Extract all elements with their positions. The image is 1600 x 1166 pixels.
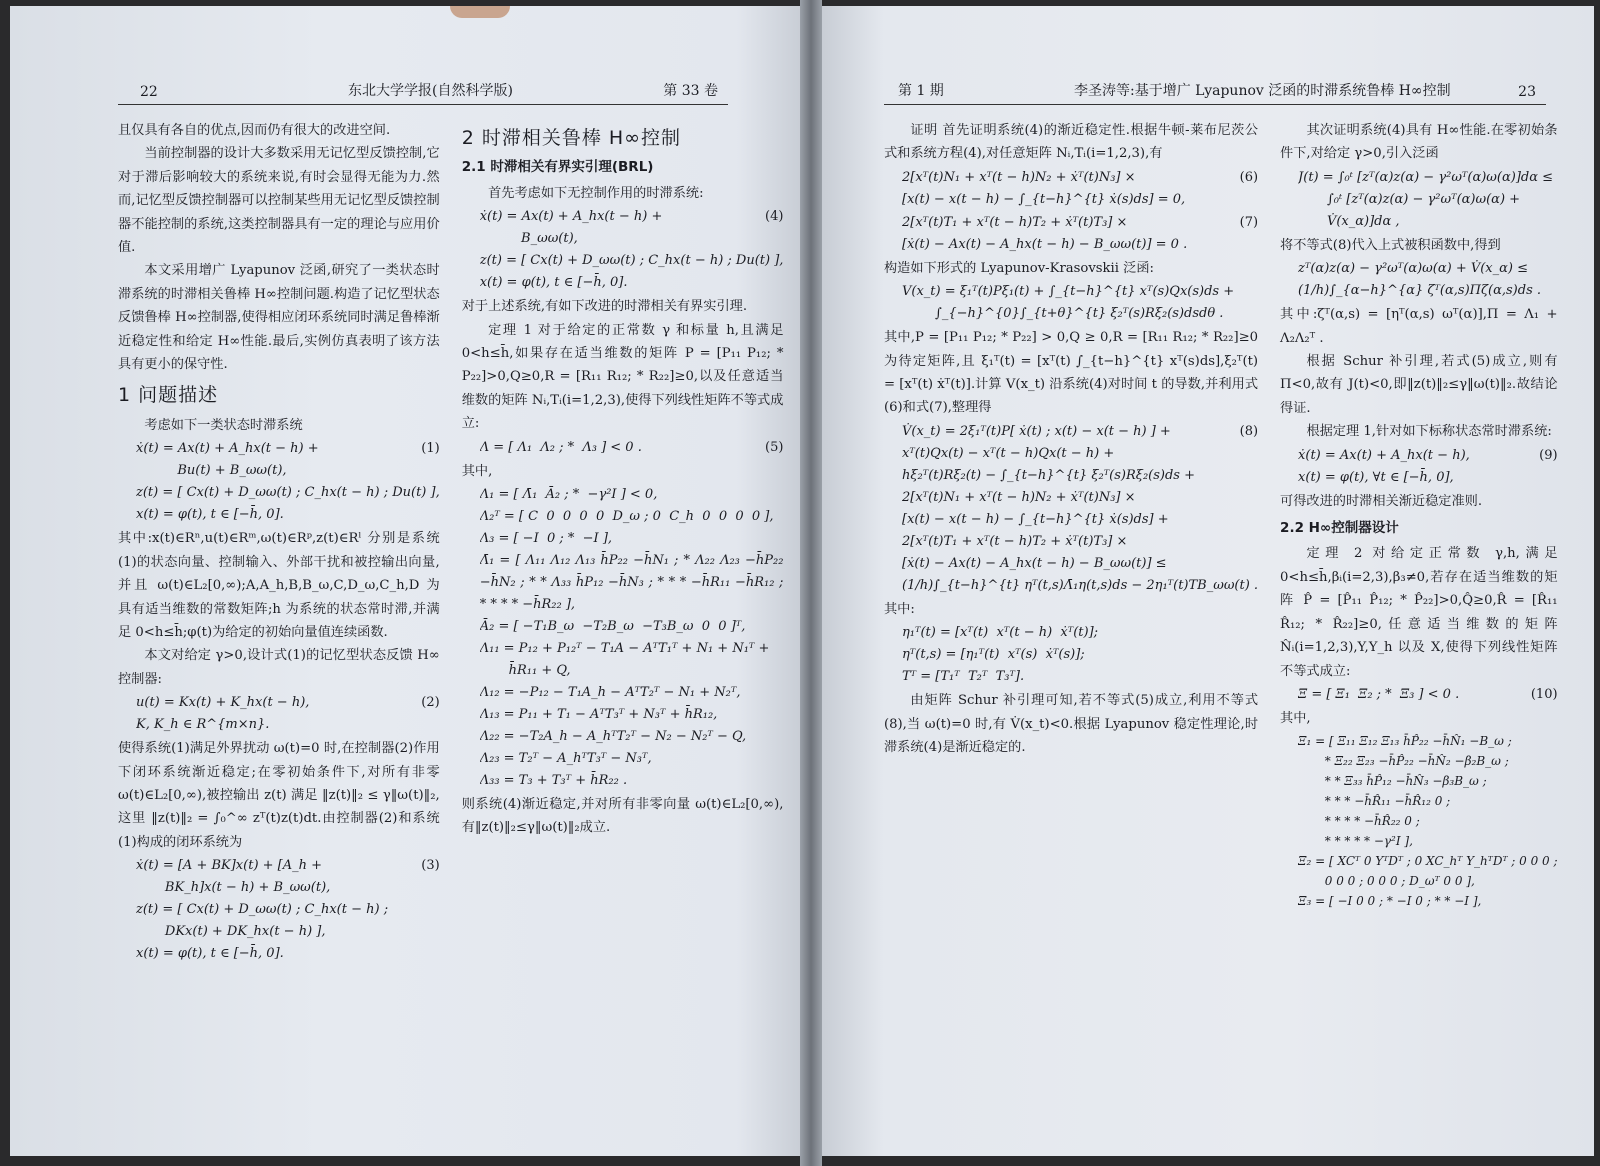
left-page xyxy=(10,6,800,1156)
paragraph: 其中,P = [P₁₁ P₁₂; * P₂₂] > 0,Q ≥ 0,R = [R₁₁ R₁₂; * R₂₂]≥0 为待定矩阵,且 ξ₁ᵀ(t) = [xᵀ(t) ∫_{t−h}^{t} xᵀ(s)ds],ξ₂ᵀ(t) = [xᵀ(t) ẋᵀ(t)].计算 V(x_t) 沿系统(4)对时间 t 的导数,并利用式(6)和式(7),整理得 xyxy=(884,330,1259,416)
subsection-heading: 2.2 H∞控制器设计 xyxy=(1280,520,1399,537)
equation-number: (8) xyxy=(1239,423,1259,439)
paragraph: 可得改进的时滞相关渐近稳定准则. xyxy=(1280,493,1483,509)
equation-line: Ξ₁ = [ Ξ₁₁ Ξ₁₂ Ξ₁₃ h̄P̂₂₂ −h̄N̂₁ −B_ω ; xyxy=(1298,734,1512,749)
book-gutter xyxy=(800,0,822,1166)
equation-block xyxy=(1298,258,1558,302)
equation-line: Λ₂₃ = T₂ᵀ − A_hᵀT₃ᵀ − N₃ᵀ, xyxy=(479,751,652,767)
equation-block xyxy=(480,484,784,792)
equation-3 xyxy=(136,855,440,965)
equation-10 xyxy=(1298,684,1558,706)
equation-line: hξ₂ᵀ(t)Rξ₂(t) − ∫_{t−h}^{t} ξ₂ᵀ(s)Rξ₂(s)ds + xyxy=(902,467,1195,483)
equation-line: * * * −h̄R̂₁₁ −h̄R̂₁₂ 0 ; xyxy=(1298,794,1451,809)
equation-line: x(t) = φ(t), ∀t ∈ [−h̄, 0], xyxy=(1298,469,1454,485)
equation-line: Ξ₃ = [ −I 0 0 ; * −I 0 ; * * −I ], xyxy=(1298,894,1482,909)
equation-line: * * * * * −γ²I ], xyxy=(1298,834,1413,849)
equation-line: Ξ = [ Ξ₁ Ξ₂ ; * Ξ₃ ] < 0 . xyxy=(1298,686,1460,702)
issue-label: 第 1 期 xyxy=(898,83,944,99)
right-page-header xyxy=(884,6,1546,105)
paragraph: 则系统(4)渐近稳定,并对所有非零向量 ω(t)∈L₂[0,∞),有‖z(t)‖₂≤γ‖ω(t)‖₂成立. xyxy=(461,797,784,836)
subsection-heading: 2.1 时滞相关有界实引理(BRL) xyxy=(461,159,654,176)
equation-line: B_ωω(t), xyxy=(479,231,578,247)
equation-line: BK_h]x(t − h) + B_ωω(t), xyxy=(136,880,331,896)
section-heading: 1 问题描述 xyxy=(118,384,219,407)
equation-line: Λ̄₁ = [ Λ₁₁ Λ₁₂ Λ₁₃ h̄P₂₂ −h̄N₁ ; * Λ₂₂ Λ₂₃ −h̄P₂₂ −h̄N₂ ; * * Λ₃₃ h̄P₁₂ −h̄N₃ ; * * * −h̄R₁₁ −h̄R₁₂ ; * * * * −h̄R₂₂ ], xyxy=(479,553,784,613)
equation-line: 2[xᵀ(t)N₁ + xᵀ(t − h)N₂ + ẋᵀ(t)N₃] × xyxy=(902,489,1136,505)
right-column-1 xyxy=(884,119,1258,912)
equation-line: * * Ξ₃₃ h̄P̂₁₂ −h̄N̂₃ −β₃B_ω ; xyxy=(1298,774,1487,789)
paragraph: 其次证明系统(4)具有 H∞性能.在零初始条件下,对给定 γ>0,引入泛函 xyxy=(1280,123,1558,162)
paragraph: 其中:x(t)∈Rⁿ,u(t)∈Rᵐ,ω(t)∈Rᵖ,z(t)∈Rˡ 分别是系统(1)的状态向量、控制输入、外部干扰和被控输出向量,并且 ω(t)∈L₂[0,∞);A,A_h,B,B_ω,C,D_ω,C_h,D 为具有适当维数的常数矩阵;h 为系统的状态常时滞,并满足 0<h≤h̄;φ(t)为给定的初始向量值连续函数. xyxy=(118,531,440,640)
equation-line: 2[xᵀ(t)N₁ + xᵀ(t − h)N₂ + ẋᵀ(t)N₃] × xyxy=(902,169,1136,185)
paragraph: 使得系统(1)满足外界扰动 ω(t)=0 时,在控制器(2)作用下闭环系统渐近稳定;在零初始条件下,对所有非零 ω(t)∈L₂[0,∞),被控输出 z(t) 满足 ‖z(t)‖₂ ≤ γ‖ω(t)‖₂,这里 ‖z(t)‖₂ = ∫₀^∞ zᵀ(t)z(t)dt.由控制器(2)和系统(1)构成的闭环系统为 xyxy=(118,741,440,850)
equation-line: zᵀ(α)z(α) − γ²ωᵀ(α)ω(α) + V̇(x_α) ≤ xyxy=(1298,261,1529,277)
equation-line: Ξ₂ = [ XCᵀ 0 YᵀDᵀ ; 0 XC_hᵀ Y_hᵀDᵀ ; 0 0 0 ; xyxy=(1298,854,1558,869)
paragraph: 对于上述系统,有如下改进的时滞相关有界实引理. xyxy=(461,299,748,315)
right-column-2 xyxy=(1280,119,1558,912)
equation-line: ẋ(t) = Ax(t) + A_hx(t − h), xyxy=(1298,447,1470,463)
paragraph: 本文采用增广 Lyapunov 泛函,研究了一类状态时滞系统的时滞相关鲁棒 H∞控制问题.构造了记忆型状态反馈鲁棒 H∞控制器,使得相应闭环系统同时满足鲁棒渐近稳定性和给定 H∞性能.最后,实例仿真表明了该方法具有更小的保守性. xyxy=(118,263,440,373)
equation-5 xyxy=(480,437,784,459)
paragraph: 其中: xyxy=(884,601,915,617)
lyapunov-functional xyxy=(902,281,1258,325)
equation-line: V̇(x_α)]dα , xyxy=(1298,213,1400,229)
equation-line: η₁ᵀ(t) = [xᵀ(t) xᵀ(t − h) ẋᵀ(t)]; xyxy=(902,625,1099,641)
equation-line: K, K_h ∈ R^{m×n}. xyxy=(136,717,270,733)
equation-line: z(t) = [ Cx(t) + D_ωω(t) ; C_hx(t − h) ; Du(t) ], xyxy=(136,485,440,501)
equation-8 xyxy=(902,421,1258,597)
equation-1 xyxy=(136,438,440,526)
equation-line: x(t) = φ(t), t ∈ [−h̄, 0]. xyxy=(479,275,628,291)
equation-line: [ẋ(t) − Ax(t) − A_hx(t − h) − B_ωω(t)] = 0 . xyxy=(902,236,1188,252)
equation-2 xyxy=(136,692,440,736)
equation-line: [ẋ(t) − Ax(t) − A_hx(t − h) − B_ωω(t)] ≤ xyxy=(902,555,1167,571)
left-page-header xyxy=(118,6,728,105)
paragraph: 本文对给定 γ>0,设计式(1)的记忆型状态反馈 H∞控制器: xyxy=(118,648,440,687)
paragraph: 其中, xyxy=(1280,710,1311,726)
paragraph: 且仅具有各自的优点,因而仍有很大的改进空间. xyxy=(118,123,391,138)
equation-number: (2) xyxy=(421,695,440,711)
equation-block xyxy=(1298,167,1558,233)
equation-line: DKx(t) + DK_hx(t − h) ], xyxy=(136,924,326,940)
equation-line: Bu(t) + B_ωω(t), xyxy=(136,463,287,479)
equation-line: z(t) = [ Cx(t) + D_ωω(t) ; C_hx(t − h) ; xyxy=(136,902,389,918)
paragraph: 当前控制器的设计大多数采用无记忆型反馈控制,它对于滞后影响较大的系统来说,有时会显得无能为力.然而,记忆型反馈控制器可以控制某些用无记忆型反馈控制器不能控制的系统,这类控制器具有一定的理论与应用价值. xyxy=(118,146,440,256)
equation-line: V̇(x_t) = 2ξ₁ᵀ(t)P[ ẋ(t) ; x(t) − x(t − h) ] + xyxy=(902,423,1171,439)
equation-line: Λ = [ Λ₁ Λ₂ ; * Λ₃ ] < 0 . xyxy=(479,439,642,455)
equation-number: (6) xyxy=(1239,169,1259,185)
theorem-1: 定理 1 对于给定的正常数 γ 和标量 h,且满足 0<h≤h̄,如果存在适当维数的矩阵 P = [P₁₁ P₁₂; * P₂₂]>0,Q≥0,R = [R₁₁ R₁₂; * R₂₂]≥0,以及任意适当维数的矩阵 Nᵢ,Tᵢ(i=1,2,3),使得下列线性矩阵不等式成立: xyxy=(461,322,784,432)
equation-line: Ā₂ = [ −T₁B_ω −T₂B_ω −T₃B_ω 0 0 ]ᵀ, xyxy=(479,619,746,635)
equation-line: [x(t) − x(t − h) − ∫_{t−h}^{t} ẋ(s)ds] + xyxy=(902,511,1169,527)
equation-line: Λ₁₂ = −P₁₂ − T₁A_h − AᵀT₂ᵀ − N₁ + N₂ᵀ, xyxy=(479,685,741,701)
equation-9 xyxy=(1298,445,1558,489)
equation-line: Λ₁₁ = P₁₂ + P₁₂ᵀ − T₁A − AᵀT₁ᵀ + N₁ + N₁ᵀ + xyxy=(479,641,770,657)
paragraph: 构造如下形式的 Lyapunov-Krasovskii 泛函: xyxy=(884,260,1154,276)
equation-line: Λ₃₃ = T₃ + T₃ᵀ + h̄R₂₂ . xyxy=(479,773,628,789)
equation-line: V(x_t) = ξ₁ᵀ(t)Pξ₁(t) + ∫_{t−h}^{t} xᵀ(s)Qx(s)ds + xyxy=(902,284,1235,300)
paragraph: 其中:ζᵀ(α,s) = [ηᵀ(α,s) ωᵀ(α)],Π = Λ₁ + Λ₂Λ₂ᵀ . xyxy=(1280,307,1558,346)
equation-4 xyxy=(480,206,784,294)
equation-line: Tᵀ = [T₁ᵀ T₂ᵀ T₃ᵀ]. xyxy=(902,669,1025,685)
equation-line: x(t) = φ(t), t ∈ [−h̄, 0]. xyxy=(136,507,284,523)
equation-line: xᵀ(t)Qx(t) − xᵀ(t − h)Qx(t − h) + xyxy=(902,445,1115,461)
equation-line: ∫_{−h}^{0}∫_{t+θ}^{t} ξ₂ᵀ(s)Rξ₂(s)dsdθ . xyxy=(902,306,1224,322)
equation-line: Λ₃ = [ −I 0 ; * −I ], xyxy=(479,531,613,547)
equation-line: * Ξ₂₂ Ξ₂₃ −h̄P̂₂₂ −h̄N̂₂ −β₂B_ω ; xyxy=(1298,754,1509,769)
paragraph: 根据定理 1,针对如下标称状态常时滞系统: xyxy=(1306,424,1552,440)
equation-line: ∫₀ᵗ [zᵀ(α)z(α) − γ²ωᵀ(α)ω(α) + xyxy=(1298,191,1521,207)
equation-line: * * * * −h̄R̂₂₂ 0 ; xyxy=(1298,814,1420,829)
equation-line: ẋ(t) = Ax(t) + A_hx(t − h) + xyxy=(479,209,663,225)
equation-line: z(t) = [ Cx(t) + D_ωω(t) ; C_hx(t − h) ; Du(t) ], xyxy=(479,253,784,269)
theorem-2: 定理 2 对给定正常数 γ,h,满足 0<h≤h̄,βᵢ(i=2,3),β₃≠0,若存在适当维数的矩阵 P̂ = [P̂₁₁ P̂₁₂; * P̂₂₂]>0,Q̂≥0,R̂ = [R̂₁₁ R̂₁₂; * R̂₂₂]≥0,任意适当维数的矩阵 N̂ᵢ(i=1,2,3),Y,Y_h 以及 X,使得下列线性矩阵不等式成立: xyxy=(1280,546,1558,679)
section-heading: 2 时滞相关鲁棒 H∞控制 xyxy=(461,127,682,149)
proof-paragraph: 证明 首先证明系统(4)的渐近稳定性.根据牛顿-莱布尼茨公式和系统方程(4),对任意矩阵 Nᵢ,Tᵢ(i=1,2,3),有 xyxy=(884,123,1259,162)
equation-line: 2[xᵀ(t)T₁ + xᵀ(t − h)T₂ + ẋᵀ(t)T₃] × xyxy=(902,214,1128,230)
equation-line: J(t) = ∫₀ᵗ [zᵀ(α)z(α) − γ²ωᵀ(α)ω(α)]dα ≤ xyxy=(1298,169,1554,185)
equation-line: h̄R₁₁ + Q, xyxy=(479,663,571,679)
equation-line: Λ₁₃ = P₁₁ + T₁ − AᵀT₃ᵀ + N₃ᵀ + h̄R₁₂, xyxy=(479,707,718,723)
volume-label: 第 33 卷 xyxy=(663,83,718,99)
equation-6 xyxy=(902,167,1258,211)
page-number: 22 xyxy=(140,84,158,100)
equation-line: [x(t) − x(t − h) − ∫_{t−h}^{t} ẋ(s)ds] = 0, xyxy=(902,191,1186,207)
equation-block xyxy=(902,622,1258,688)
equation-number: (3) xyxy=(421,858,440,874)
equation-number: (9) xyxy=(1539,447,1558,463)
equation-number: (5) xyxy=(765,439,784,455)
paragraph: 由矩阵 Schur 补引理可知,若不等式(5)成立,利用不等式(8),当 ω(t)=0 时,有 V̇(x_t)<0.根据 Lyapunov 稳定性理论,时滞系统(4)是渐近稳定的. xyxy=(884,693,1259,756)
equation-line: ηᵀ(t,s) = [η₁ᵀ(t) xᵀ(s) ẋᵀ(s)]; xyxy=(902,647,1085,663)
paragraph: 其中, xyxy=(461,463,493,479)
paragraph: 根据 Schur 补引理,若式(5)成立,则有 Π<0,故有 J(t)<0,即‖z(t)‖₂≤γ‖ω(t)‖₂.故结论得证. xyxy=(1280,354,1558,416)
left-column-1 xyxy=(118,119,440,966)
left-column-2 xyxy=(462,119,784,966)
equation-number: (7) xyxy=(1239,214,1259,230)
equation-line: (1/h)∫_{t−h}^{t} ηᵀ(t,s)Λ̄₁η(t,s)ds − 2η₁ᵀ(t)TB_ωω(t) . xyxy=(902,577,1259,593)
equation-number: (10) xyxy=(1530,686,1558,702)
equation-line: u(t) = Kx(t) + K_hx(t − h), xyxy=(136,695,310,711)
journal-name: 东北大学学报(自然科学版) xyxy=(348,83,513,99)
equation-block xyxy=(1298,731,1558,911)
equation-line: (1/h)∫_{α−h}^{α} ζᵀ(α,s)Πζ(α,s)ds . xyxy=(1298,283,1542,299)
page-number: 23 xyxy=(1518,84,1536,100)
equation-line: Λ₂₂ = −T₂A_h − A_hᵀT₂ᵀ − N₂ − N₂ᵀ − Q, xyxy=(479,729,747,745)
equation-number: (4) xyxy=(765,209,784,225)
equation-7 xyxy=(902,212,1258,256)
equation-line: 0 0 0 ; 0 0 0 ; D_ωᵀ 0 0 ], xyxy=(1298,874,1475,889)
paragraph: 首先考虑如下无控制作用的时滞系统: xyxy=(488,185,704,201)
paragraph: 考虑如下一类状态时滞系统 xyxy=(144,417,303,433)
equation-line: Λ₂ᵀ = [ C 0 0 0 0 D_ω ; 0 C_h 0 0 0 0 ], xyxy=(479,509,774,525)
paragraph: 将不等式(8)代入上式被积函数中,得到 xyxy=(1280,237,1501,253)
equation-line: ẋ(t) = [A + BK]x(t) + [A_h + xyxy=(136,858,323,874)
equation-line: 2[xᵀ(t)T₁ + xᵀ(t − h)T₂ + ẋᵀ(t)T₃] × xyxy=(902,533,1128,549)
equation-line: x(t) = φ(t), t ∈ [−h̄, 0]. xyxy=(136,946,284,962)
right-page xyxy=(822,6,1594,1156)
running-title: 李圣涛等:基于增广 Lyapunov 泛函的时滞系统鲁棒 H∞控制 xyxy=(1074,83,1451,99)
equation-line: ẋ(t) = Ax(t) + A_hx(t − h) + xyxy=(136,441,319,457)
equation-line: Λ₁ = [ Λ̄₁ Ā₂ ; * −γ²I ] < 0, xyxy=(479,487,658,503)
equation-number: (1) xyxy=(421,441,440,457)
